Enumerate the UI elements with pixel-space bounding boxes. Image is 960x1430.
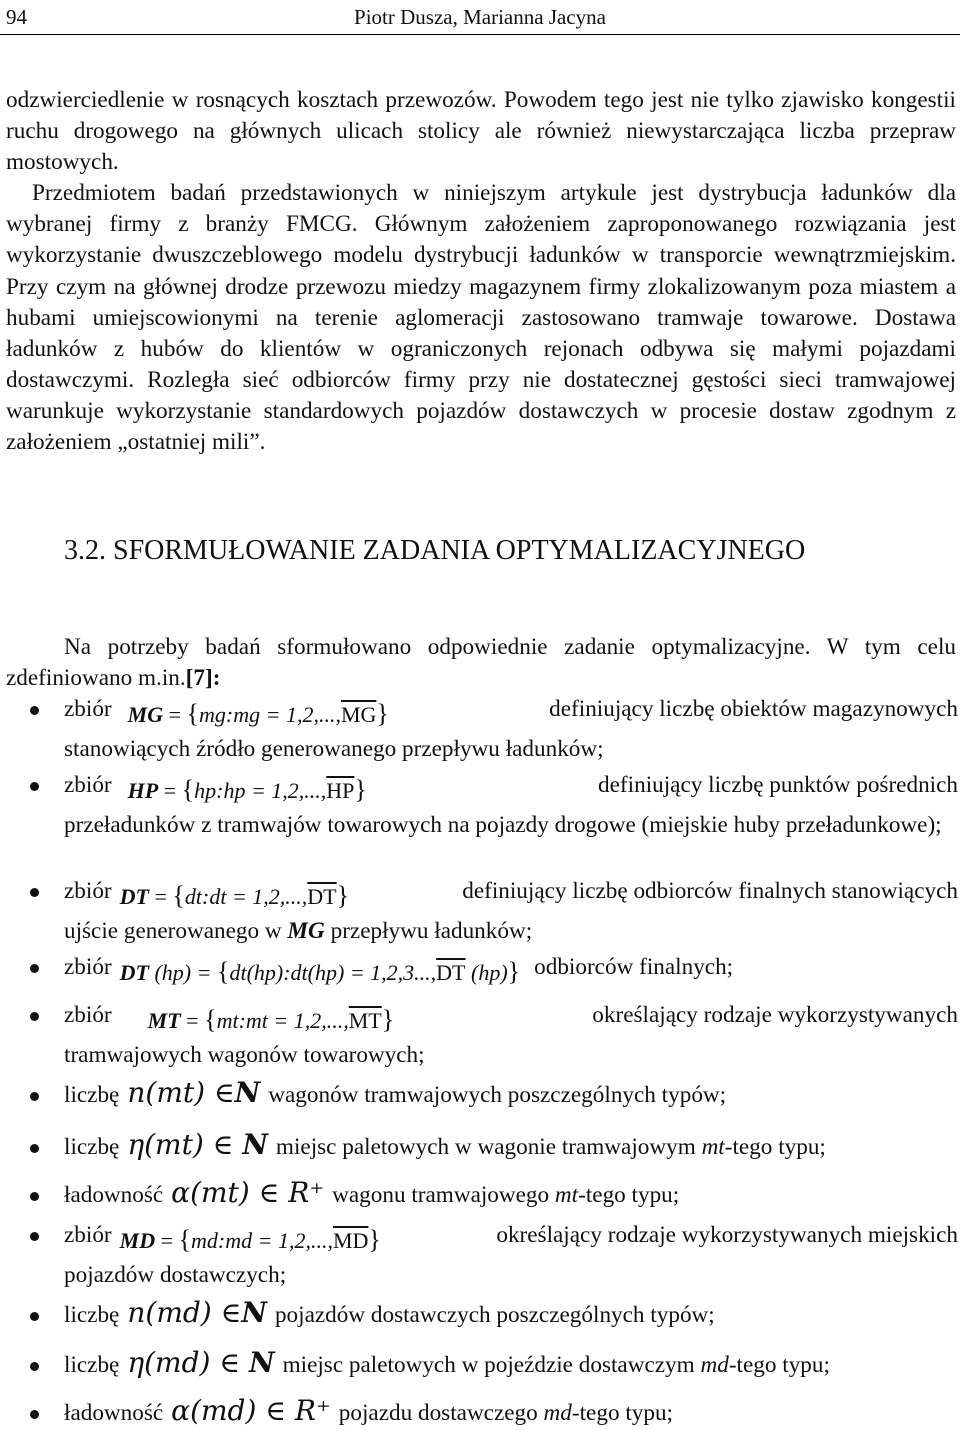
bullet-icon [30,964,39,973]
item-desc: definiujący liczbę odbiorców finalnych stanowiących [462,878,958,904]
set-expr: mg:mg = 1,2,..., [199,702,341,727]
set-symbol: MG [127,702,164,727]
item-cont-text: ujście generowanego w [64,918,282,945]
math-text: n(mt) ∈ [127,1076,235,1109]
set-definition: DT (hp) = {dt(hp):dt(hp) = $1,2,3...,\overline{DT}$ (hp)} [119,957,521,986]
item-cont-tail: przepływu ładunków; [324,918,533,945]
body-paragraph-1 [6,85,956,458]
set-bar: $\overline{MD}$ [332,1228,369,1253]
item-lead: zbiór [64,772,112,798]
set-bar-arg: (hp) [465,960,508,985]
set-arg: (hp) = [148,960,212,985]
item-lead: liczbę [64,1352,120,1378]
bullet-icon [30,888,39,897]
set-definition: MD = {md:md = $1,2,...,\overline{MD}$} [119,1225,381,1254]
set-definition: HP = {hp:hp = $1,2,...,\overline{HP}$} [127,775,367,804]
list-item [64,1394,958,1429]
list-item [64,1076,958,1111]
item-desc: definiujący liczbę punktów pośrednich [598,772,958,798]
math-text: η(mt) ∈ [127,1128,234,1161]
item-desc-em: md [543,1400,572,1426]
item-desc-em: mt [701,1134,725,1160]
set-symbol: HP [127,778,159,803]
list-item [64,1220,958,1291]
paragraph-text: Na potrzeby badań sformułowano odpowiednie zadanie optymalizacyjne. W tym celu zdefiniowano m.in. [6,634,956,692]
set-definition: MG = {mg:mg = $1,2,...,\overline{MG}$} [127,699,389,728]
item-lead: liczbę [64,1302,120,1328]
bullet-icon [30,1410,39,1419]
item-desc-b: -tego typu; [571,1400,673,1426]
item-lead: ładowność [64,1400,164,1426]
list-item [64,876,958,947]
math-expression [127,1129,268,1160]
item-desc-b: -tego typu; [728,1352,830,1378]
paragraph-text: Przedmiotem badań przedstawionych w niniejszym artykule jest dystrybucja ładunków dla wybranej firmy z branży FMCG. Głównym założeniem zaproponowanego rozwiązania jest wykorzystanie dwuszczeblowego modelu dystrybucji ładunków w transporcie wewnątrzmiejskim. Przy czym na głównej drodze przewozu miedzy magazynem firmy zlokalizowanym poza miastem a hubami umiejscowionymi na terenie aglomeracji zastosowano tramwaje towarowe. Dostawa ładunków z hubów do klientów w ograniczonych rejonach odbywa się małymi pojazdami dostawczymi. Rozległa sieć odbiorców firmy przy nie dostatecznej gęstości sieci tramwajowej warunkuje wykorzystanie standardowych pojazdów dostawczych w procesie dostaw zgodnym z założeniem „ostatniej mili”. [6,180,956,456]
item-desc-b: -tego typu; [724,1134,826,1160]
bullet-icon [30,1144,39,1153]
item-desc [276,1132,826,1163]
set-symbol: DT [119,884,149,909]
item-lead: liczbę [64,1134,120,1160]
set-symbol: MD [119,1228,156,1253]
set-expr: dt(hp):dt(hp) = 1,2,3..., [229,960,437,985]
set-definition: MT = {mt:mt = $1,2,...,\overline{MT}$} [147,1005,395,1034]
body-paragraph-2 [6,632,956,694]
bullet-icon [30,1312,39,1321]
math-expression: α(mt) ∈ R⁺ [171,1176,325,1209]
bullet-icon [30,1192,39,1201]
list-item [64,770,958,841]
set-expr: md:md = 1,2,..., [191,1228,333,1253]
math-expression [127,1297,267,1328]
item-desc-a: wagonu tramwajowego [332,1182,555,1208]
item-desc: definiujący liczbę obiektów magazynowych [549,696,958,722]
set-bar: $\overline{DT}$ [436,960,466,985]
item-desc-em: mt [554,1182,579,1208]
item-lead: liczbę [64,1082,120,1108]
set-expr: mt:mt = 1,2,..., [216,1008,349,1033]
running-authors: Piotr Dusza, Marianna Jacyna [354,5,606,29]
math-set: N [249,1346,275,1379]
item-desc-a: miejsc paletowych w wagonie tramwajowym [275,1134,702,1160]
math-expression [127,1347,274,1378]
math-expression [127,1077,260,1108]
paragraph-text: odzwierciedlenie w rosnących kosztach przewozów. Powodem tego jest nie tylko zjawisko kongestii ruchu drogowego na głównych ulicach stolicy ale również niewystarczająca liczba przepraw mostowych. [6,87,956,176]
bullet-icon [30,1092,39,1101]
item-lead: ładowność [64,1182,164,1208]
list-item [64,1176,958,1211]
set-symbol: MG [287,918,325,945]
item-desc: określający rodzaje wykorzystywanych miejskich [496,1222,958,1248]
set-bar: $\overline{MT}$ [348,1008,382,1033]
math-expression: α(md) ∈ R⁺ [171,1394,331,1427]
math-text: n(md) ∈ [127,1296,242,1329]
bullet-icon [30,782,39,791]
set-bar: $\overline{DT}$ [307,884,337,909]
item-desc [283,1350,830,1381]
item-desc-a: miejsc paletowych w pojeździe dostawczym [282,1352,701,1378]
list-item [64,952,958,984]
citation: [7]: [185,665,221,692]
item-cont: stanowiących źródło generowanego przepływu ładunków; [64,736,604,763]
item-cont: przeładunków z tramwajów towarowych na pojazdy drogowe (miejskie huby przeładunkowe); [64,812,942,839]
section-heading: 3.2. SFORMUŁOWANIE ZADANIA OPTYMALIZACYJNEGO [64,535,806,566]
item-lead: zbiór [64,1002,112,1028]
math-set: N [242,1128,268,1161]
list-item [64,1346,958,1381]
item-desc: wagonów tramwajowych poszczególnych typów; [268,1082,727,1108]
item-desc-em: md [700,1352,729,1378]
set-symbol: DT [119,960,149,985]
item-desc [339,1398,673,1429]
set-bar: $\overline{MG}$ [340,702,377,727]
item-desc: pojazdów dostawczych poszczególnych typów; [274,1302,715,1328]
list-item [64,694,958,765]
set-expr: dt:dt = 1,2,..., [184,884,308,909]
math-set: N [234,1076,261,1109]
item-lead: zbiór [64,954,112,980]
bullet-icon [30,1012,39,1021]
set-expr: hp:hp = 1,2,..., [194,778,327,803]
item-desc: odbiorców finalnych; [534,954,734,980]
bullet-icon [30,706,39,715]
page-number: 94 [6,5,27,29]
set-symbol: MT [147,1008,181,1033]
item-lead: zbiór [64,878,112,904]
item-desc-a: pojazdu dostawczego [338,1400,544,1426]
list-item [64,1296,958,1331]
bullet-icon [30,1362,39,1371]
item-desc [332,1180,679,1211]
set-definition: DT = {dt:dt = $1,2,...,\overline{DT}$} [119,881,350,910]
running-header [0,0,960,35]
item-cont: tramwajowych wagonów towarowych; [64,1042,425,1069]
item-cont: pojazdów dostawczych; [64,1262,287,1289]
item-desc: określający rodzaje wykorzystywanych [592,1002,958,1028]
item-cont [64,916,958,947]
math-set: N [241,1296,267,1329]
math-text: η(md) ∈ [127,1346,241,1379]
item-lead: zbiór [64,1222,112,1248]
bullet-icon [30,1232,39,1241]
list-item [64,1000,958,1071]
list-item [64,1128,958,1163]
item-desc-b: -tego typu; [578,1182,680,1208]
set-bar: $\overline{HP}$ [326,778,355,803]
item-lead: zbiór [64,696,112,722]
